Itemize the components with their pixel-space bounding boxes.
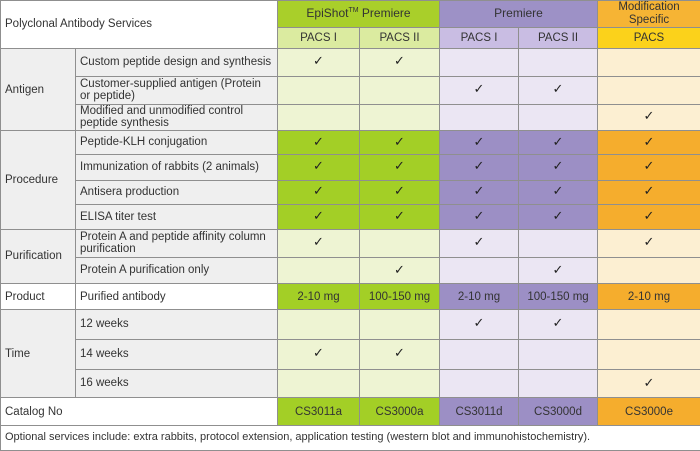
- category-catalog-no: Catalog No: [1, 398, 278, 426]
- category-procedure: Procedure: [1, 131, 76, 230]
- check-icon: ✓: [440, 180, 519, 205]
- check-icon: ✓: [360, 180, 440, 205]
- premiere-pacs2-header: PACS II: [519, 27, 598, 49]
- modification-specific-header: Modification Specific: [598, 1, 700, 28]
- check-icon: ✓: [278, 131, 360, 155]
- empty-cell: [360, 310, 440, 340]
- table-row: [1, 310, 700, 340]
- check-icon: ✓: [598, 205, 700, 230]
- empty-cell: [278, 257, 360, 284]
- check-icon: ✓: [278, 205, 360, 230]
- optional-services-note: Optional services include: extra rabbits, protocol extension, application testing (western blot and immunohistochemistry).: [1, 426, 700, 451]
- empty-cell: [519, 339, 598, 369]
- trademark-mark: TM: [348, 7, 359, 15]
- empty-cell: [519, 49, 598, 77]
- table-row: [1, 284, 700, 310]
- empty-cell: [278, 104, 360, 131]
- empty-cell: [598, 310, 700, 340]
- service-custom-peptide: Custom peptide design and synthesis: [76, 49, 278, 77]
- empty-cell: [519, 104, 598, 131]
- table-row: [1, 398, 700, 426]
- table-row: [1, 76, 700, 104]
- catalog-premiere-pacs1: CS3011d: [440, 398, 519, 426]
- table-row: [1, 205, 700, 230]
- catalog-modification-pacs: CS3000e: [598, 398, 700, 426]
- epishot-pacs1-header: PACS I: [278, 27, 360, 49]
- table-row: [1, 339, 700, 369]
- service-modified-peptide: Modified and unmodified control peptide synthesis: [76, 104, 278, 131]
- empty-cell: [519, 369, 598, 398]
- empty-cell: [519, 229, 598, 257]
- check-icon: ✓: [278, 229, 360, 257]
- table-row: [1, 49, 700, 77]
- check-icon: ✓: [519, 76, 598, 104]
- check-icon: ✓: [598, 180, 700, 205]
- check-icon: ✓: [519, 205, 598, 230]
- category-purification: Purification: [1, 229, 76, 283]
- time-16-weeks: 16 weeks: [76, 369, 278, 398]
- catalog-premiere-pacs2: CS3000d: [519, 398, 598, 426]
- check-icon: ✓: [360, 154, 440, 180]
- check-icon: ✓: [519, 131, 598, 155]
- service-klh-conjugation: Peptide-KLH conjugation: [76, 131, 278, 155]
- check-icon: ✓: [360, 257, 440, 284]
- catalog-epishot-pacs2: CS3000a: [360, 398, 440, 426]
- empty-cell: [360, 104, 440, 131]
- product-amount-premiere-pacs1: 2-10 mg: [440, 284, 519, 310]
- product-amount-premiere-pacs2: 100-150 mg: [519, 284, 598, 310]
- epishot-pacs2-header: PACS II: [360, 27, 440, 49]
- table-row: [1, 104, 700, 131]
- category-time: Time: [1, 310, 76, 398]
- category-antigen: Antigen: [1, 49, 76, 131]
- empty-cell: [440, 104, 519, 131]
- check-icon: ✓: [519, 257, 598, 284]
- check-icon: ✓: [278, 49, 360, 77]
- empty-cell: [360, 369, 440, 398]
- empty-cell: [598, 76, 700, 104]
- check-icon: ✓: [519, 154, 598, 180]
- empty-cell: [598, 339, 700, 369]
- table-row: [1, 369, 700, 398]
- check-icon: ✓: [440, 131, 519, 155]
- service-immunization: Immunization of rabbits (2 animals): [76, 154, 278, 180]
- time-14-weeks: 14 weeks: [76, 339, 278, 369]
- table-row: [1, 180, 700, 205]
- footer-row: [1, 426, 700, 451]
- service-protein-a-affinity: Protein A and peptide affinity column purification: [76, 229, 278, 257]
- service-customer-antigen: Customer-supplied antigen (Protein or peptide): [76, 76, 278, 104]
- check-icon: ✓: [278, 154, 360, 180]
- check-icon: ✓: [440, 310, 519, 340]
- empty-cell: [598, 257, 700, 284]
- check-icon: ✓: [360, 339, 440, 369]
- check-icon: ✓: [278, 180, 360, 205]
- header-row: [1, 1, 700, 28]
- table-title: Polyclonal Antibody Services: [1, 1, 278, 49]
- check-icon: ✓: [360, 205, 440, 230]
- check-icon: ✓: [440, 229, 519, 257]
- empty-cell: [440, 369, 519, 398]
- premiere-header: Premiere: [440, 1, 598, 28]
- check-icon: ✓: [598, 131, 700, 155]
- table-row: [1, 154, 700, 180]
- service-antisera: Antisera production: [76, 180, 278, 205]
- product-amount-epishot-pacs2: 100-150 mg: [360, 284, 440, 310]
- empty-cell: [360, 229, 440, 257]
- empty-cell: [440, 339, 519, 369]
- table-row: [1, 131, 700, 155]
- check-icon: ✓: [440, 205, 519, 230]
- catalog-epishot-pacs1: CS3011a: [278, 398, 360, 426]
- product-amount-modification-pacs: 2-10 mg: [598, 284, 700, 310]
- epishot-premiere-header: [278, 1, 440, 28]
- empty-cell: [278, 76, 360, 104]
- category-product: Product: [1, 284, 76, 310]
- epishot-label: EpiShot: [306, 6, 349, 21]
- empty-cell: [278, 369, 360, 398]
- time-12-weeks: 12 weeks: [76, 310, 278, 340]
- check-icon: ✓: [598, 154, 700, 180]
- empty-cell: [598, 49, 700, 77]
- check-icon: ✓: [598, 104, 700, 131]
- product-amount-epishot-pacs1: 2-10 mg: [278, 284, 360, 310]
- modification-pacs-header: PACS: [598, 27, 700, 49]
- service-purified-antibody: Purified antibody: [76, 284, 278, 310]
- check-icon: ✓: [519, 180, 598, 205]
- premiere-pacs1-header: PACS I: [440, 27, 519, 49]
- check-icon: ✓: [519, 310, 598, 340]
- empty-cell: [360, 76, 440, 104]
- service-elisa: ELISA titer test: [76, 205, 278, 230]
- check-icon: ✓: [360, 131, 440, 155]
- empty-cell: [440, 49, 519, 77]
- service-protein-a-only: Protein A purification only: [76, 257, 278, 284]
- check-icon: ✓: [360, 49, 440, 77]
- empty-cell: [278, 310, 360, 340]
- check-icon: ✓: [440, 76, 519, 104]
- check-icon: ✓: [598, 369, 700, 398]
- empty-cell: [440, 257, 519, 284]
- check-icon: ✓: [598, 229, 700, 257]
- check-icon: ✓: [278, 339, 360, 369]
- check-icon: ✓: [440, 154, 519, 180]
- epishot-suffix: Premiere: [358, 6, 411, 21]
- table-row: [1, 229, 700, 257]
- table-row: [1, 257, 700, 284]
